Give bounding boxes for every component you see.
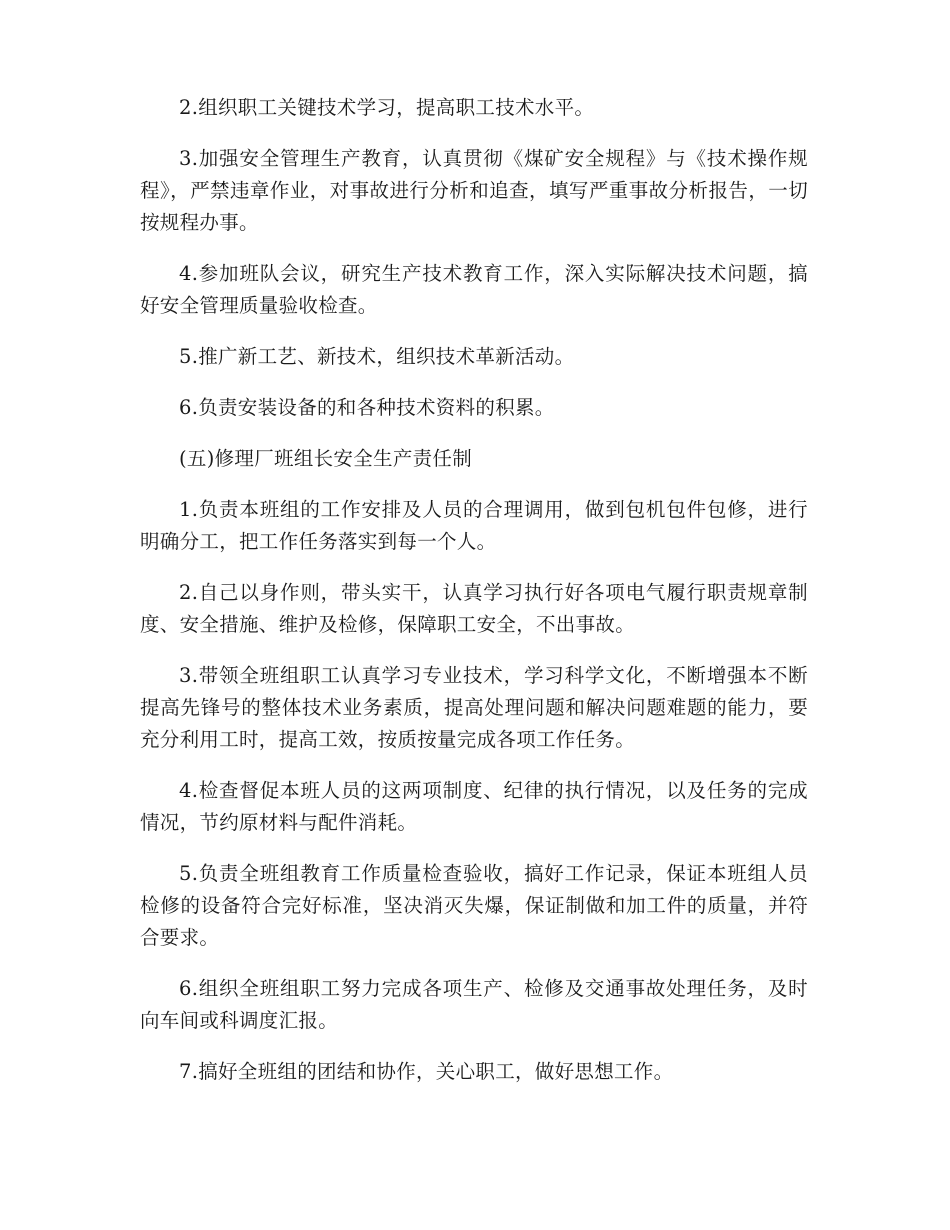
- paragraph-item-5b: 5.负责全班组教育工作质量检查验收，搞好工作记录，保证本班组人员检修的设备符合完好标准，坚决消灭失爆，保证制做和加工件的质量，并符合要求。: [140, 862, 808, 949]
- paragraph-item-3: 3.加强安全管理生产教育，认真贯彻《煤矿安全规程》与《技术操作规程》，严禁违章作业，对事故进行分析和追查，填写严重事故分析报告，一切按规程办事。: [140, 147, 808, 234]
- paragraph-item-6b: 6.组织全班组职工努力完成各项生产、检修及交通事故处理任务，及时向车间或科调度汇报。: [140, 977, 808, 1032]
- paragraph-item-4b: 4.检查督促本班人员的这两项制度、纪律的执行情况，以及任务的完成情况，节约原材料与配件消耗。: [140, 779, 808, 834]
- paragraph-item-4: 4.参加班队会议，研究生产技术教育工作，深入实际解决技术问题，搞好安全管理质量验收检查。: [140, 262, 808, 317]
- paragraph-item-6: 6.负责安装设备的和各种技术资料的积累。: [179, 396, 555, 419]
- document-body: [140, 92, 808, 1107]
- paragraph-item-3b: 3.带领全班组职工认真学习专业技术，学习科学文化，不断增强本不断提高先锋号的整体技术业务素质，提高处理问题和解决问题难题的能力，要充分利用工时，提高工效，按质按量完成各项工作任务。: [140, 664, 808, 751]
- paragraph-item-7: 7.搞好全班组的团结和协作，关心职工，做好思想工作。: [179, 1060, 674, 1083]
- paragraph-item-5: 5.推广新工艺、新技术，组织技术革新活动。: [179, 345, 575, 368]
- paragraph-item-1: 1.负责本班组的工作安排及人员的合理调用，做到包机包件包修，进行明确分工，把工作任务落实到每一个人。: [140, 498, 808, 553]
- paragraph-item-2b: 2.自己以身作则，带头实干，认真学习执行好各项电气履行职责规章制度、安全措施、维护及检修，保障职工安全，不出事故。: [140, 581, 808, 636]
- section-heading: (五)修理厂班组长安全生产责任制: [179, 447, 473, 470]
- paragraph-item-2: 2.组织职工关键技术学习，提高职工技术水平。: [179, 96, 595, 119]
